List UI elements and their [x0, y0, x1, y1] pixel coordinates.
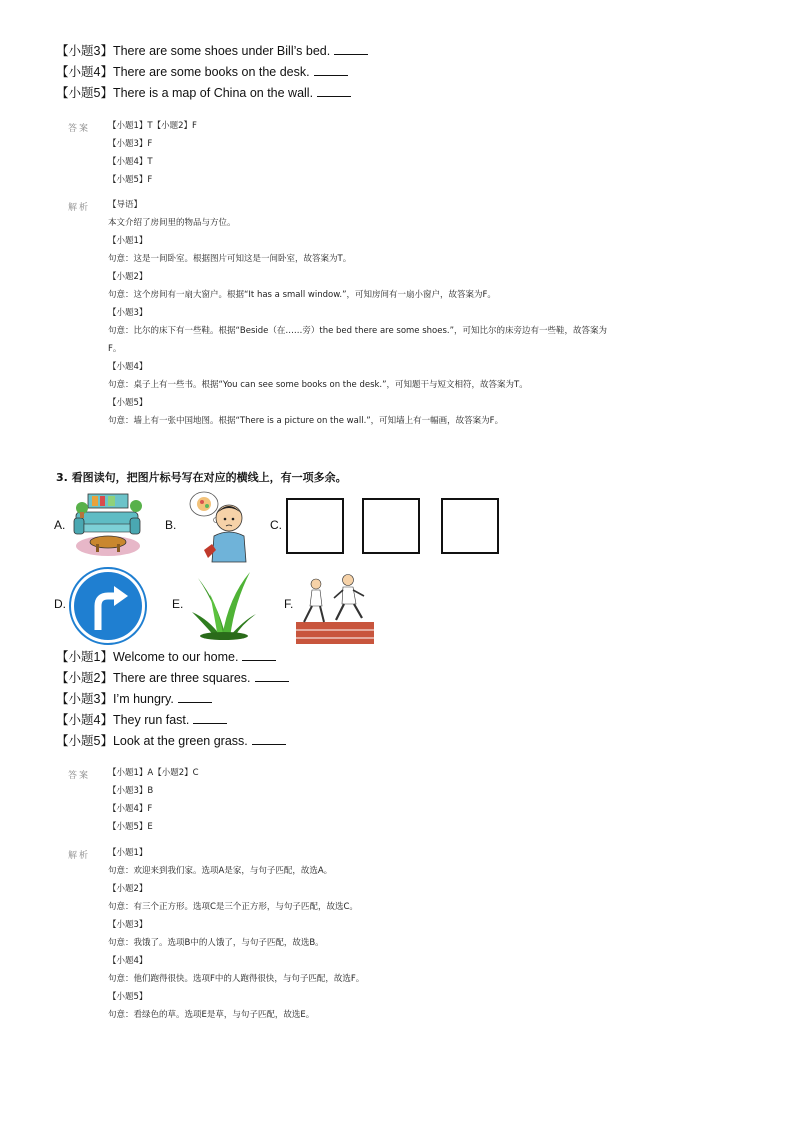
answer-list: 【小题1】T【小题2】F 【小题3】F 【小题4】T 【小题5】F	[108, 121, 197, 185]
option-label-e: E.	[172, 597, 184, 611]
question-line: 【小题4】There are some books on the desk.	[56, 62, 348, 80]
answer-blank	[193, 713, 227, 724]
square-shape	[362, 498, 420, 554]
runners-picture	[296, 572, 374, 644]
question-line: 【小题3】I’m hungry.	[56, 689, 212, 707]
answer-blank	[317, 86, 351, 97]
option-label-d: D.	[54, 597, 66, 611]
hungry-boy-picture	[186, 488, 252, 564]
turn-right-sign-icon	[68, 566, 148, 646]
answer-blank	[178, 692, 212, 703]
answer-blank	[252, 734, 286, 745]
option-label-f: F.	[284, 597, 294, 611]
option-label-c: C.	[270, 518, 282, 532]
question-line: 【小题3】There are some shoes under Bill’s bed.	[56, 41, 368, 59]
answer-blank	[314, 65, 348, 76]
analysis-block: 【导语】 本文介绍了房间里的物品与方位。 【小题1】 句意：这是一间卧室。根据图片可知这是一间卧室，故答案为T。 【小题2】 句意：这个房间有一扇大窗户。根据“It has a small window.”，可知房间有一扇小窗户，故答案为F。 【小题3】 句意：比尔的床下有一些鞋。根据“Beside（在……旁）the bed there are some shoes.”，可知比尔的床旁边有一些鞋，故答案为 F。 【小题4】 句意：桌子上有一些书。根据“You can see some books on the desk.”，可知题干与短文相符，故答案为T。 【小题5】 句意：墙上有一张中国地图。根据“There is a picture on the wall.”，可知墙上有一幅画，故答案为F。	[108, 200, 608, 426]
question-line: 【小题5】Look at the green grass.	[56, 731, 286, 749]
section-title: 3. 看图读句，把图片标号写在对应的横线上，有一项多余。	[56, 471, 347, 484]
answer-list: 【小题1】A【小题2】C 【小题3】B 【小题4】F 【小题5】E	[108, 768, 199, 832]
answer-blank	[334, 44, 368, 55]
question-line: 【小题5】There is a map of China on the wall.	[56, 83, 351, 101]
analysis-label: 解析	[68, 203, 91, 213]
answer-blank	[255, 671, 289, 682]
answer-label: 答案	[68, 124, 91, 134]
grass-picture	[188, 568, 258, 640]
option-label-a: A.	[54, 518, 66, 532]
question-line: 【小题2】There are three squares.	[56, 668, 289, 686]
square-shape	[286, 498, 344, 554]
question-line: 【小题1】Welcome to our home.	[56, 647, 276, 665]
answer-label: 答案	[68, 771, 91, 781]
living-room-picture	[68, 490, 146, 560]
analysis-block: 【小题1】 句意：欢迎来到我们家。选项A是家，与句子匹配，故选A。 【小题2】 句意：有三个正方形。选项C是三个正方形，与句子匹配，故选C。 【小题3】 句意：我饿了。选项B中的人饿了，与句子匹配，故选B。 【小题4】 句意：他们跑得很快。选项F中的人跑得很快，与句子匹配，故选F。 【小题5】 句意：看绿色的草。选项E是草，与句子匹配，故选E。	[108, 848, 365, 1020]
answer-blank	[242, 650, 276, 661]
square-shape	[441, 498, 499, 554]
analysis-label: 解析	[68, 851, 91, 861]
option-label-b: B.	[165, 518, 177, 532]
question-line: 【小题4】They run fast.	[56, 710, 227, 728]
